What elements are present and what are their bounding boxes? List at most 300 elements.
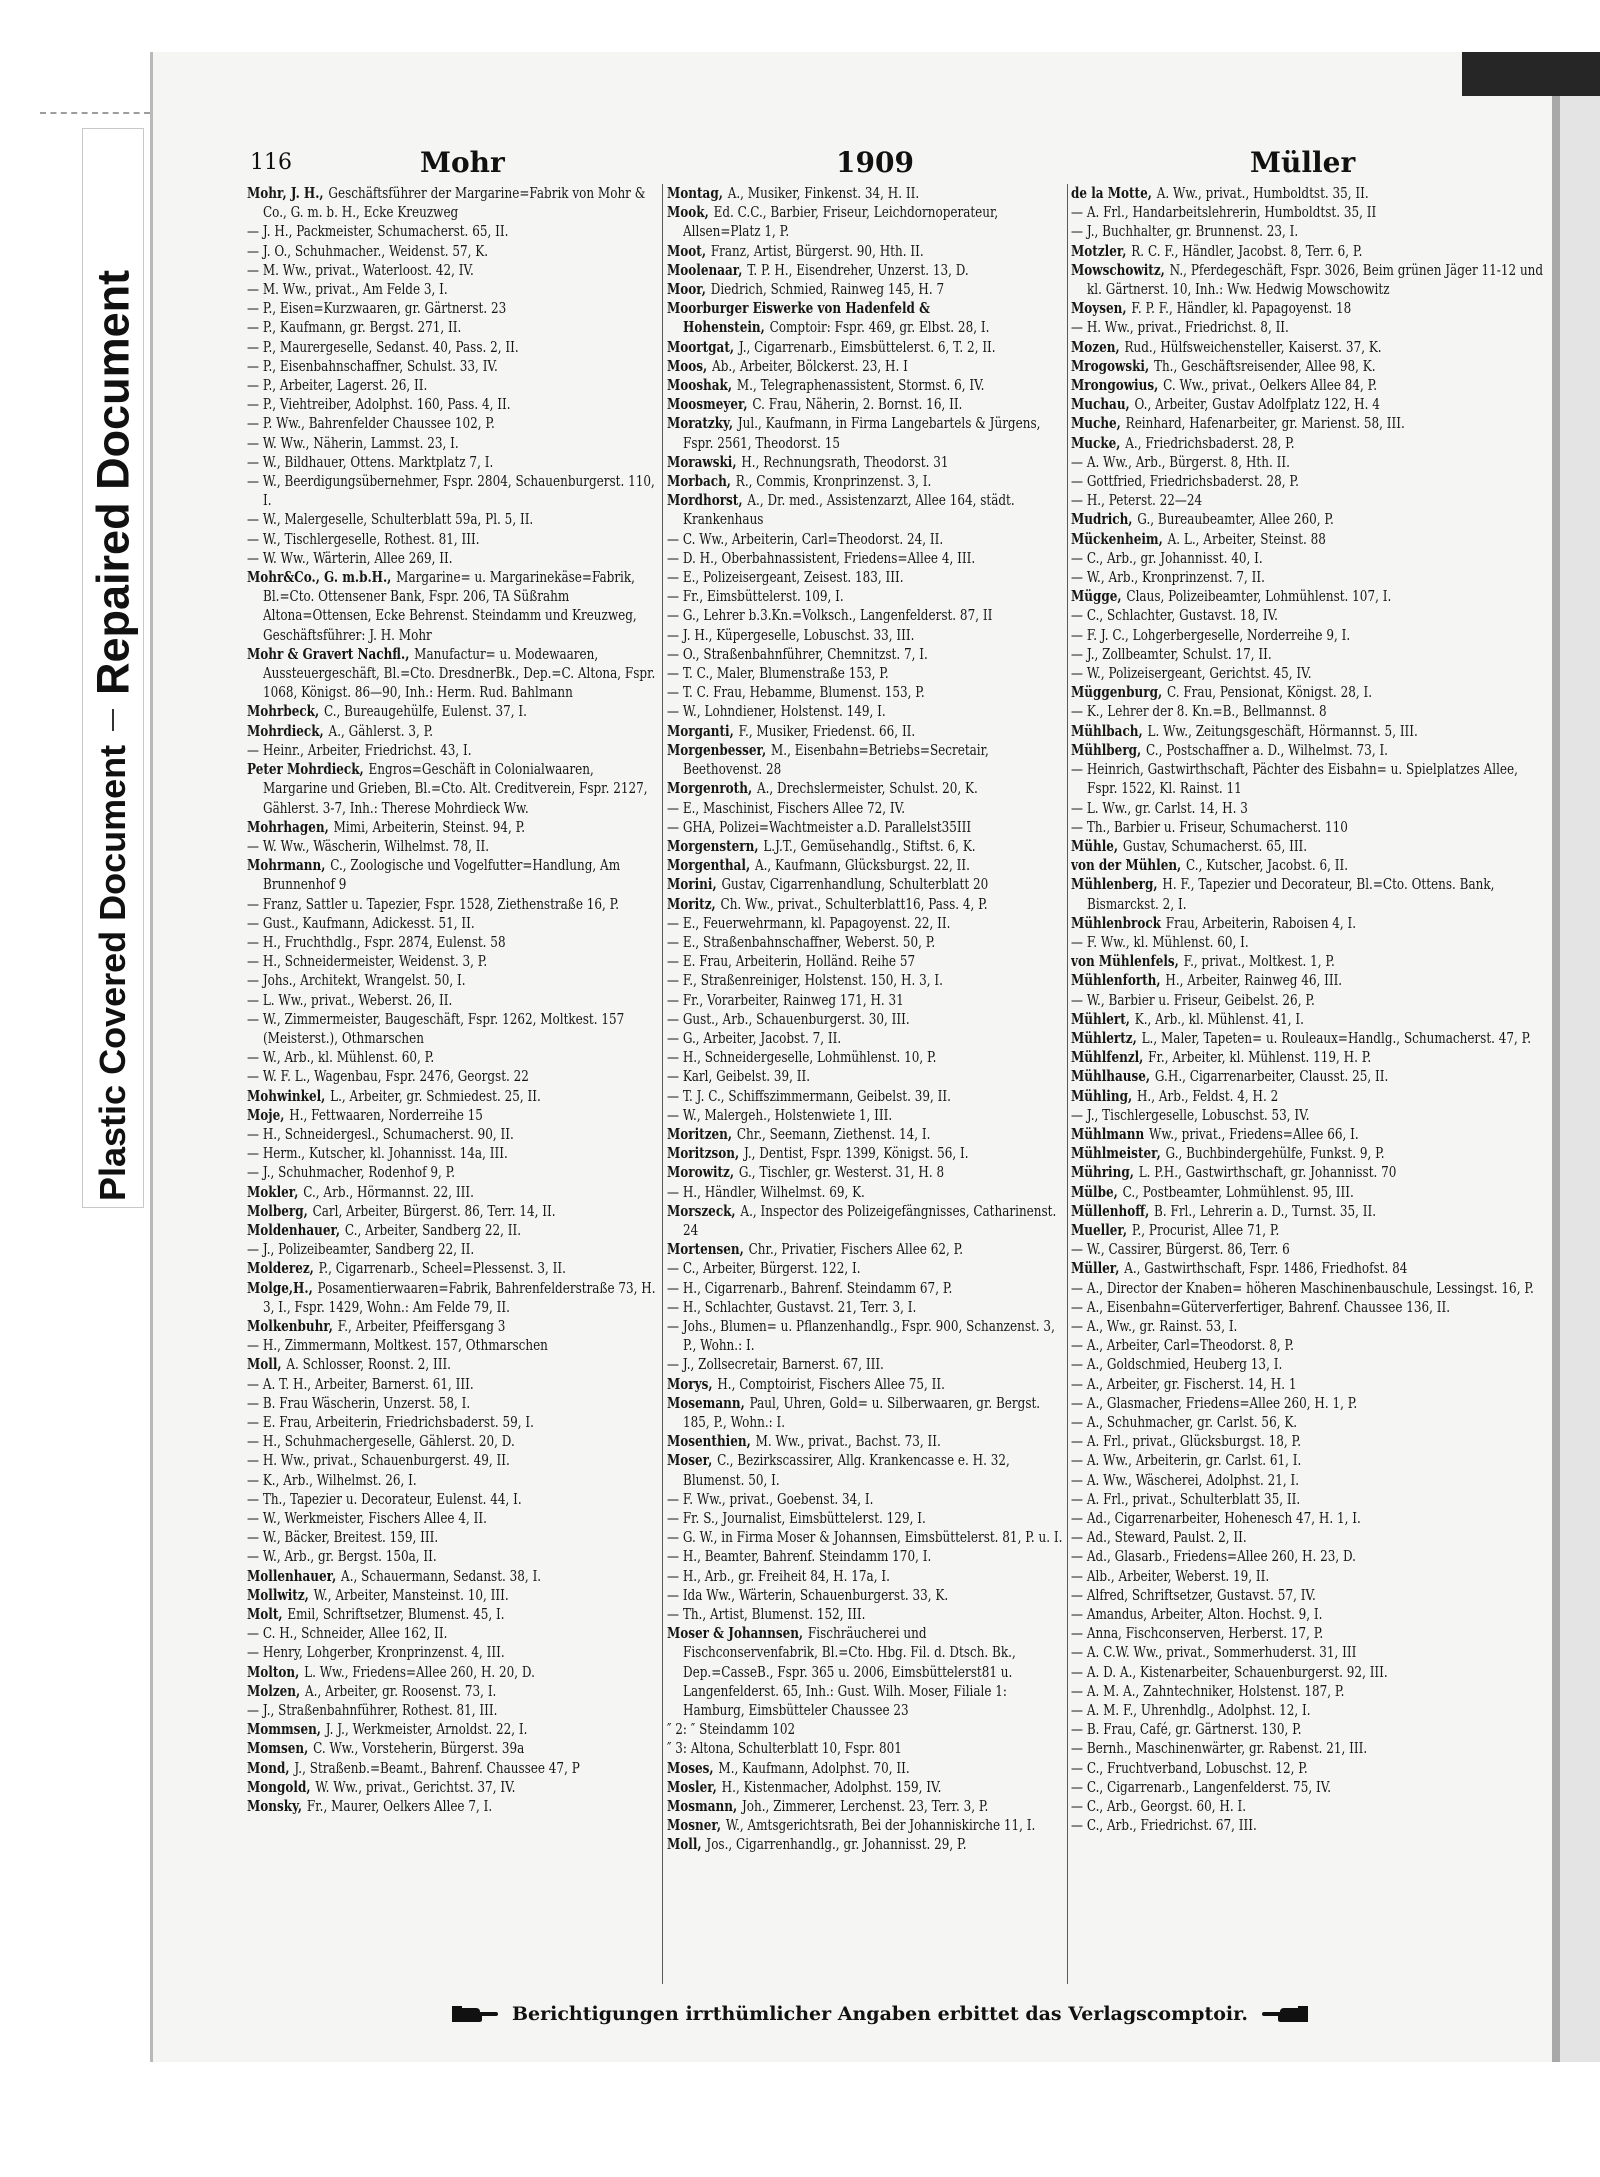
directory-entry (1071, 549, 1549, 568)
document-condition-label-text (83, 129, 143, 1207)
directory-column-1-entries (247, 184, 657, 1816)
entry-name: Molton, (247, 1662, 300, 1681)
directory-entry (247, 1163, 657, 1182)
entry-details: — L. Ww., privat., Weberst. 26, II. (247, 990, 453, 1009)
directory-entry (247, 1413, 657, 1432)
directory-entry (1071, 1490, 1549, 1509)
entry-details: Jos., Cigarrenhandlg., gr. Johannisst. 29, P. (706, 1835, 967, 1854)
entry-details: — A. Frl., privat., Glücksburgst. 18, P. (1071, 1432, 1302, 1451)
entry-details: — E., Maschinist, Fischers Allee 72, IV. (667, 798, 906, 817)
entry-details: Gustav, Cigarrenhandlung, Schulterblatt 20 (721, 875, 989, 894)
entry-details: — C., Arb., gr. Johannisst. 40, I. (1071, 548, 1263, 567)
directory-entry (1071, 357, 1549, 376)
entry-details: — A., Schuhmacher, gr. Carlst. 56, K. (1071, 1413, 1298, 1431)
entry-details: Claus, Polizeibeamter, Lohmühlenst. 107, I. (1126, 587, 1392, 606)
directory-entry (247, 1605, 657, 1624)
directory-entry (667, 376, 1063, 395)
entry-name: Mohr, J. H., (247, 184, 324, 202)
entry-details: A., Gastwirthschaft, Fspr. 1486, Friedhofst. 84 (1124, 1259, 1408, 1278)
entry-details: Rud., Hülfsweichensteller, Kaiserst. 37, K. (1124, 337, 1382, 356)
entry-name: Morys, (667, 1374, 713, 1393)
directory-entry (667, 1778, 1063, 1797)
entry-details: — M. Ww., privat., Am Felde 3, I. (247, 280, 448, 299)
directory-entry (1071, 741, 1549, 760)
entry-details: — H., Schneidergesl., Schumacherst. 90, II. (247, 1124, 514, 1143)
directory-entry (1071, 203, 1549, 222)
directory-entry (247, 1106, 657, 1125)
directory-entry (247, 991, 657, 1010)
entry-details: C., Zoologische und Vogelfutter=Handlung, Am Brunnenhof 9 (263, 856, 621, 894)
directory-entry (1071, 799, 1549, 818)
directory-entry (247, 395, 657, 414)
entry-details: — W., Werkmeister, Fischers Allee 4, II. (247, 1509, 487, 1528)
entry-details: A. L., Arbeiter, Steinst. 88 (1167, 529, 1326, 548)
entry-details: — Fr., Vorarbeiter, Rainweg 171, H. 31 (667, 990, 904, 1009)
directory-entry (247, 1394, 657, 1413)
entry-details: Fr., Arbeiter, kl. Mühlenst. 119, H. P. (1148, 1048, 1372, 1067)
directory-entry (667, 530, 1063, 549)
entry-name: Molkenbuhr, (247, 1316, 333, 1335)
hand-cuff (452, 2006, 462, 2022)
entry-name: Moses, (667, 1758, 714, 1777)
entry-details: — A. M. F., Uhrenhdlg., Adolphst. 12, I. (1071, 1701, 1311, 1720)
entry-name: Mollenhauer, (247, 1566, 337, 1585)
entry-details: F., privat., Moltkest. 1, P. (1183, 952, 1335, 971)
entry-name: Mongold, (247, 1777, 311, 1796)
entry-details: — K., Lehrer der 8. Kn.=B., Bellmannst. 8 (1071, 702, 1327, 721)
directory-entry (1071, 1298, 1549, 1317)
entry-details: P., Cigarrenarb., Scheel=Plessenst. 3, II. (318, 1259, 566, 1278)
entry-details: — C., Arb., Friedrichst. 67, III. (1071, 1816, 1257, 1835)
entry-details: — E., Polizeisergeant, Zeisest. 183, III. (667, 568, 904, 587)
entry-name: Momsen, (247, 1739, 309, 1758)
directory-entry (1071, 1163, 1549, 1182)
directory-entry (247, 434, 657, 453)
directory-entry (247, 1259, 657, 1278)
directory-entry (247, 1048, 657, 1067)
entry-details: — J., Schuhmacher, Rodenhof 9, P. (247, 1163, 456, 1182)
entry-details: — A., Glasmacher, Friedens=Allee 260, H. 1, P. (1071, 1393, 1358, 1412)
directory-entry (1071, 702, 1549, 721)
directory-entry (667, 242, 1063, 261)
entry-details: L. Ww., Zeitungsgeschäft, Hörmannst. 5, III. (1147, 721, 1418, 740)
directory-entry (667, 1816, 1063, 1835)
entry-name: Morawski, (667, 452, 737, 471)
entry-details: G.H., Cigarrenarbeiter, Clausst. 25, II. (1154, 1067, 1389, 1086)
entry-details: — J., Tischlergeselle, Lobuschst. 53, IV. (1071, 1105, 1310, 1124)
directory-entry (667, 1375, 1063, 1394)
directory-entry (247, 530, 657, 549)
entry-name: Mohrbeck, (247, 702, 320, 721)
directory-column-1 (247, 184, 657, 1990)
entry-details: — G., Arbeiter, Jacobst. 7, II. (667, 1028, 842, 1047)
entry-details: C., Arbeiter, Sandberg 22, II. (344, 1220, 522, 1239)
entry-name: Montag, (667, 184, 723, 202)
hand-shape (1262, 2008, 1298, 2022)
entry-details: — C., Cigarrenarb., Langenfelderst. 75, IV. (1071, 1777, 1332, 1796)
entry-details: — W., Arb., kl. Mühlenst. 60, P. (247, 1048, 435, 1067)
entry-details: — A., Arbeiter, gr. Fischerst. 14, H. 1 (1071, 1374, 1297, 1393)
entry-details: — P. Ww., Bahrenfelder Chaussee 102, P. (247, 414, 495, 433)
entry-details: — Alb., Arbeiter, Weberst. 19, II. (1071, 1566, 1270, 1585)
entry-details: G., Tischler, gr. Westerst. 31, H. 8 (738, 1163, 945, 1182)
directory-entry (247, 338, 657, 357)
directory-entry (1071, 510, 1549, 529)
entry-name: Mühlenberg, (1071, 875, 1158, 894)
entry-details: A., Drechslermeister, Schulst. 20, K. (756, 779, 978, 798)
directory-entry (667, 683, 1063, 702)
entry-name: Mühlberg, (1071, 740, 1142, 759)
directory-entry (247, 1797, 657, 1816)
directory-entry (247, 702, 657, 721)
directory-entry (667, 1163, 1063, 1182)
directory-entry (667, 549, 1063, 568)
entry-details: L., Arbeiter, gr. Schmiedest. 25, II. (330, 1086, 541, 1105)
entry-details: — Herm., Kutscher, kl. Johannisst. 14a, III. (247, 1144, 508, 1163)
entry-details: F. P. F., Händler, kl. Papagoyenst. 18 (1131, 299, 1352, 318)
directory-entry (667, 1183, 1063, 1202)
entry-name: Moldenhauer, (247, 1220, 341, 1239)
entry-name: Morgenthal, (667, 856, 751, 875)
directory-entry (667, 1259, 1063, 1278)
directory-entry (667, 1010, 1063, 1029)
directory-entry (667, 722, 1063, 741)
column-divider (1067, 184, 1068, 1984)
entry-details: — P., Maurergeselle, Sedanst. 40, Pass. 2, II. (247, 337, 519, 356)
entry-details: — W., Polizeisergeant, Gerichtst. 45, IV. (1071, 664, 1312, 683)
entry-details: — A., Director der Knaben= höheren Maschinenbauschule, Lessingst. 16, P. (1071, 1278, 1534, 1297)
directory-column-2-entries (667, 184, 1063, 1855)
directory-entry (667, 933, 1063, 952)
entry-name: Moritzson, (667, 1144, 740, 1163)
entry-details: Margarine= u. Margarinekäse=Fabrik, Bl.=Cto. Ottensener Bank, Fspr. 206, TA Süßrahm Altona=Ottensen, Ecke Behrenst. Steindamm und Kreuzweg, Geschäftsführer: J. H. Mohr (263, 568, 637, 644)
repaired-label: Repaired Document (87, 269, 139, 695)
directory-entry (247, 1663, 657, 1682)
entry-details: — T. J. C., Schiffszimmermann, Geibelst. 39, II. (667, 1086, 951, 1105)
directory-column-2 (667, 184, 1063, 1990)
entry-name: Mühlenforth, (1071, 971, 1161, 990)
directory-entry (247, 837, 657, 856)
directory-entry (247, 1202, 657, 1221)
directory-entry (667, 1087, 1063, 1106)
entry-details: — C., Arbeiter, Bürgerst. 122, I. (667, 1259, 861, 1278)
directory-entry (667, 1067, 1063, 1086)
entry-details: — W., Arb., Kronprinzenst. 7, II. (1071, 568, 1265, 587)
entry-details: Frau, Arbeiterin, Raboisen 4, I. (1165, 913, 1357, 932)
directory-entry (1071, 1816, 1549, 1835)
directory-entry (247, 1778, 657, 1797)
directory-entry (667, 1586, 1063, 1605)
entry-name: von Mühlenfels, (1071, 952, 1179, 971)
entry-name: Mozen, (1071, 337, 1120, 356)
entry-details: — J., Straßenbahnführer, Rothest. 81, III. (247, 1701, 498, 1720)
entry-details: Diedrich, Schmied, Rainweg 145, H. 7 (710, 280, 945, 299)
directory-entry (667, 491, 1063, 529)
directory-entry (247, 971, 657, 990)
entry-name: Morgenroth, (667, 779, 753, 798)
entry-details: — P., Kaufmann, gr. Bergst. 271, II. (247, 318, 462, 337)
directory-entry (1071, 837, 1549, 856)
directory-entry (667, 645, 1063, 664)
entry-details: — Bernh., Maschinenwärter, gr. Rabenst. 21, III. (1071, 1739, 1368, 1758)
entry-name: Mühring, (1071, 1163, 1134, 1182)
page-edge-shadow (1552, 96, 1560, 2062)
entry-details: — Johs., Architekt, Wrangelst. 50, I. (247, 971, 466, 990)
entry-name: Moser & Johannsen, (667, 1624, 804, 1643)
directory-entry (1071, 626, 1549, 645)
directory-entry (1071, 1567, 1549, 1586)
entry-name: Mowschowitz, (1071, 260, 1165, 279)
entry-details: A., Friedrichsbaderst. 28, P. (1125, 433, 1295, 452)
entry-details: R., Commis, Kronprinzenst. 3, I. (735, 472, 932, 491)
entry-name: Moos, (667, 356, 708, 375)
directory-entry (1071, 395, 1549, 414)
directory-entry (1071, 568, 1549, 587)
entry-details: Ww., privat., Friedens=Allee 66, I. (1149, 1124, 1359, 1143)
entry-details: Ch. Ww., privat., Schulterblatt16, Pass. 4, P. (720, 894, 988, 913)
entry-details: — Th., Artist, Blumenst. 152, III. (667, 1605, 866, 1624)
entry-name: Molge,H., (247, 1278, 313, 1297)
entry-details: Chr., Privatier, Fischers Allee 62, P. (748, 1240, 964, 1259)
directory-entry (1071, 376, 1549, 395)
directory-entry (667, 799, 1063, 818)
entry-name: Moje, (247, 1105, 285, 1124)
directory-entry (667, 1567, 1063, 1586)
entry-details: — W., Beerdigungsübernehmer, Fspr. 2804, Schauenburgerst. 110, I. (247, 472, 655, 510)
entry-details: — C. H., Schneider, Allee 162, II. (247, 1624, 448, 1643)
entry-details: Posamentierwaaren=Fabrik, Bahrenfelderstraße 73, H. 3, I., Fspr. 1429, Wohn.: Am Felde 79, II. (263, 1278, 656, 1316)
directory-entry (247, 1643, 657, 1662)
directory-entry (247, 1279, 657, 1317)
directory-entry (1071, 1221, 1549, 1240)
entry-name: Moser, (667, 1451, 713, 1470)
entry-details: Franz, Artist, Bürgerst. 90, Hth. II. (710, 241, 924, 260)
entry-name: Mühling, (1071, 1086, 1133, 1105)
directory-entry (1071, 261, 1549, 299)
directory-entry (1071, 1259, 1549, 1278)
entry-name: Mühlenbrock (1071, 913, 1161, 932)
entry-name: Mühlertz, (1071, 1028, 1137, 1047)
entry-name: Mosner, (667, 1816, 722, 1835)
directory-entry (667, 1298, 1063, 1317)
entry-details: — B. Frau, Café, gr. Gärtnerst. 130, P. (1071, 1720, 1302, 1739)
directory-entry (247, 280, 657, 299)
entry-name: Mosmann, (667, 1797, 738, 1816)
entry-name: Mühlert, (1071, 1009, 1130, 1028)
entry-details: R. C. F., Händler, Jacobst. 8, Terr. 6, P. (1131, 241, 1363, 260)
entry-details: — H., Cigarrenarb., Bahrenf. Steindamm 67, P. (667, 1278, 953, 1297)
directory-entry (247, 1528, 657, 1547)
entry-name: Moritzen, (667, 1124, 733, 1143)
entry-details: H., Comptoirist, Fischers Allee 75, II. (717, 1374, 945, 1393)
entry-details: — E., Straßenbahnschaffner, Weberst. 50, P. (667, 932, 936, 951)
entry-details: P., Procurist, Allee 71, P. (1131, 1220, 1280, 1239)
entry-details: Fr., Maurer, Oelkers Allee 7, I. (306, 1797, 493, 1816)
entry-details: — H., Beamter, Bahrenf. Steindamm 170, I. (667, 1547, 932, 1566)
entry-name: Mrongowius, (1071, 376, 1159, 395)
directory-entry (667, 702, 1063, 721)
entry-details: — W., Malergeh., Holstenwiete 1, III. (667, 1105, 893, 1124)
directory-entry (247, 222, 657, 241)
directory-entry (667, 818, 1063, 837)
entry-details: — A. C.W. Ww., privat., Sommerhuderst. 31, III (1071, 1643, 1357, 1662)
hand-shape (462, 2008, 498, 2022)
entry-name: Morgenbesser, (667, 740, 767, 759)
entry-details: — W., Lohndiener, Holstenst. 149, I. (667, 702, 886, 721)
entry-details: — H., Peterst. 22—24 (1071, 491, 1203, 510)
directory-entry (1071, 1528, 1549, 1547)
entry-details: — J., Zollsecretair, Barnerst. 67, III. (667, 1355, 884, 1374)
entry-details: — E., Feuerwehrmann, kl. Papagoyenst. 22, II. (667, 913, 951, 932)
entry-name: Mordhorst, (667, 491, 743, 510)
entry-details: W., Arbeiter, Mansteinst. 10, III. (313, 1585, 509, 1604)
entry-details: — A. Frl., privat., Schulterblatt 35, II. (1071, 1489, 1301, 1508)
directory-entry (247, 914, 657, 933)
entry-details: — Gust., Arb., Schauenburgerst. 30, III. (667, 1009, 910, 1028)
directory-entry (247, 510, 657, 529)
directory-entry (1071, 184, 1549, 203)
directory-entry (1071, 971, 1549, 990)
directory-entry (667, 184, 1063, 203)
directory-entry (1071, 1739, 1549, 1758)
directory-entry (1071, 414, 1549, 433)
entry-details: — Fr. S., Journalist, Eimsbüttelerst. 129, I. (667, 1509, 926, 1528)
directory-entry (247, 568, 657, 645)
directory-entry (247, 1240, 657, 1259)
directory-entry (667, 1048, 1063, 1067)
directory-entry (667, 1759, 1063, 1778)
pointing-hand-right-icon (452, 2003, 498, 2025)
entry-details: Joh., Zimmerer, Lerchenst. 23, Terr. 3, P. (741, 1797, 989, 1816)
directory-entry (247, 1010, 657, 1048)
entry-details: C., Bezirkscassirer, Allg. Krankencasse e. H. 32, Blumenst. 50, I. (683, 1451, 1010, 1489)
entry-details: — A., Eisenbahn=Güterverfertiger, Bahrenf. Chaussee 136, II. (1071, 1297, 1451, 1316)
directory-entry (667, 1547, 1063, 1566)
entry-name: Moorburger Eiswerke von Hadenfeld & Hohenstein, (667, 299, 930, 337)
entry-details: A., Gählerst. 3, P. (328, 721, 434, 740)
directory-entry (667, 1451, 1063, 1489)
directory-entry (667, 1029, 1063, 1048)
entry-details: — H. Ww., privat., Schauenburgerst. 49, II. (247, 1451, 510, 1470)
directory-entry (247, 1701, 657, 1720)
entry-details: C. Ww., Vorsteherin, Bürgerst. 39a (313, 1739, 525, 1758)
directory-entry (1071, 1394, 1549, 1413)
directory-entry (1071, 914, 1549, 933)
entry-details: J. J., Werkmeister, Arnoldst. 22, I. (325, 1720, 528, 1739)
directory-entry (247, 549, 657, 568)
entry-details: A. Schlosser, Roonst. 2, III. (286, 1355, 452, 1374)
entry-details: — J., Zollbeamter, Schulst. 17, II. (1071, 644, 1272, 663)
directory-entry (247, 1739, 657, 1758)
entry-name: Molzen, (247, 1681, 301, 1700)
directory-entry (667, 1432, 1063, 1451)
directory-entry (247, 1144, 657, 1163)
directory-entry (1071, 1202, 1549, 1221)
entry-details: — H., Schlachter, Gustavst. 21, Terr. 3, I. (667, 1297, 917, 1316)
entry-name: Mudrich, (1071, 510, 1133, 529)
directory-entry (247, 414, 657, 433)
directory-entry (667, 606, 1063, 625)
entry-name: Mosenthien, (667, 1432, 751, 1451)
entry-details: Ab., Arbeiter, Bölckerst. 23, H. I (712, 356, 908, 375)
entry-details: K., Arb., kl. Mühlenst. 41, I. (1134, 1009, 1304, 1028)
directory-entry (247, 1432, 657, 1451)
entry-details: H. F., Tapezier und Decorateur, Bl.=Cto. Ottens. Bank, Bismarckst. 2, I. (1087, 875, 1495, 913)
directory-entry (1071, 952, 1549, 971)
entry-details: — J. H., Küpergeselle, Lobuschst. 33, III. (667, 625, 915, 644)
entry-name: Mohwinkel, (247, 1086, 326, 1105)
directory-entry (247, 376, 657, 395)
directory-entry (667, 203, 1063, 241)
directory-entry (247, 1355, 657, 1374)
entry-details: — Franz, Sattler u. Tapezier, Fspr. 1528, Ziethenstraße 16, P. (247, 894, 620, 913)
directory-entry (1071, 856, 1549, 875)
entry-name: Mohr&Co., G. m.b.H., (247, 568, 392, 587)
corrections-notice-text: Berichtigungen irrthümlicher Angaben erbittet das Verlagscomptoir. (511, 2003, 1249, 2025)
directory-entry (1071, 1759, 1549, 1778)
entry-name: Moll, (247, 1355, 282, 1374)
next-page-edge (1560, 96, 1600, 2062)
directory-entry (1071, 1720, 1549, 1739)
directory-entry (667, 971, 1063, 990)
entry-details: — A. Ww., Arb., Bürgerst. 8, Hth. II. (1071, 452, 1290, 471)
directory-entry (1071, 1336, 1549, 1355)
directory-entry (247, 1720, 657, 1739)
directory-entry (1071, 1048, 1549, 1067)
entry-name: Mook, (667, 203, 709, 222)
directory-entry (1071, 933, 1549, 952)
scan-edge-dashes (40, 112, 150, 114)
entry-details: L. P.H., Gastwirthschaft, gr. Johannisst. 70 (1138, 1163, 1397, 1182)
entry-details: — F. Ww., privat., Goebenst. 34, I. (667, 1489, 874, 1508)
directory-entry (1071, 1547, 1549, 1566)
entry-name: Morszeck, (667, 1201, 736, 1220)
entry-details: — H., Schneidergeselle, Lohmühlenst. 10, P. (667, 1048, 937, 1067)
entry-name: Müllenhoff, (1071, 1201, 1150, 1220)
directory-entry (1071, 1624, 1549, 1643)
directory-entry (247, 1067, 657, 1086)
directory-entry (667, 875, 1063, 894)
entry-details: Geschäftsführer der Margarine=Fabrik von Mohr & Co., G. m. b. H., Ecke Kreuzweg (263, 184, 646, 222)
directory-entry (667, 991, 1063, 1010)
entry-details: A., Dr. med., Assistenzarzt, Allee 164, städt. Krankenhaus (683, 491, 1015, 529)
directory-entry (1071, 1125, 1549, 1144)
entry-details: J., Dentist, Fspr. 1399, Königst. 56, I. (743, 1144, 969, 1163)
directory-entry (1071, 587, 1549, 606)
entry-name: Mosler, (667, 1777, 717, 1796)
directory-entry (247, 1221, 657, 1240)
entry-name: Mügge, (1071, 587, 1122, 606)
entry-details: O., Arbeiter, Gustav Adolfplatz 122, H. 4 (1134, 395, 1380, 414)
entry-details: — Th., Barbier u. Friseur, Schumacherst. 110 (1071, 817, 1348, 836)
directory-entry (1071, 1643, 1549, 1662)
label-divider (112, 709, 114, 731)
directory-entry (247, 357, 657, 376)
entry-name: Mokler, (247, 1182, 299, 1201)
plastic-covered-label: Plastic Covered Document (92, 744, 133, 1201)
directory-entry (1071, 1355, 1549, 1374)
directory-entry (247, 645, 657, 703)
directory-entry (247, 242, 657, 261)
directory-entry (667, 472, 1063, 491)
entry-name: Moritz, (667, 894, 716, 913)
entry-details: C. Ww., privat., Oelkers Allee 84, P. (1163, 376, 1378, 395)
entry-name: Mohrhagen, (247, 817, 329, 836)
directory-entry (1071, 530, 1549, 549)
directory-entry (1071, 338, 1549, 357)
directory-entry (667, 914, 1063, 933)
entry-details: L.J.T., Gemüsehandlg., Stiftst. 6, K. (763, 836, 976, 855)
